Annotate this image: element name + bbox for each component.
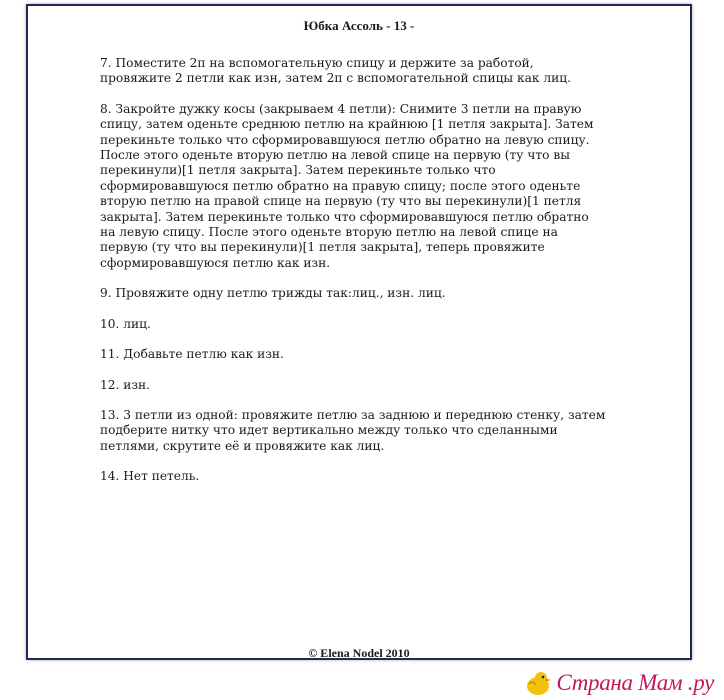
instruction-line: перекинули)[1 петля закрыта]. Затем перекиньте только что: [100, 163, 496, 178]
instruction-line: на левую спицу. После этого оденьте вторую петлю на левой спице на: [100, 225, 558, 240]
instruction-paragraph: [100, 378, 656, 393]
instruction-line: первую (ту что вы перекинули)[1 петля закрыта], теперь провяжите: [100, 240, 545, 255]
instruction-line: вторую петлю на правой спице на первую (ту что вы перекинули)[1 петля: [100, 194, 582, 209]
instruction-line: После этого оденьте вторую петлю на левой спице на первую (ту что вы: [100, 148, 570, 163]
instruction-line: сформировавшуюся петлю как изн.: [100, 255, 331, 270]
instruction-line: 10. лиц.: [100, 316, 151, 331]
instruction-line: подберите нитку что идет вертикально между только что сделанными: [100, 423, 558, 438]
site-watermark: [523, 670, 714, 696]
instruction-paragraph: [100, 286, 656, 301]
instruction-paragraph: [100, 408, 656, 454]
instruction-line: закрыта]. Затем перекиньте только что сформировавшуюся петлю обратно: [100, 209, 589, 224]
instruction-line: 13. 3 петли из одной: провяжите петлю за заднюю и переднюю стенку, затем: [100, 407, 606, 422]
instruction-line: 7. Поместите 2п на вспомогательную спицу и держите за работой,: [100, 56, 534, 70]
instruction-line: петлями, скрутите её и провяжите как лиц.: [100, 438, 385, 453]
instructions-body: [100, 56, 656, 500]
document-page: [26, 4, 692, 660]
instruction-paragraph: [100, 317, 656, 332]
instruction-paragraph: [100, 347, 656, 362]
instruction-line: 11. Добавьте петлю как изн.: [100, 347, 284, 362]
copyright-footer: © Elena Nodel 2010: [308, 646, 410, 660]
instruction-line: 14. Нет петель.: [100, 469, 200, 484]
watermark-text: Страна Мам .ру: [556, 670, 714, 695]
instruction-paragraph: [100, 469, 656, 484]
instruction-line: провяжите 2 петли как изн, затем 2п с вспомогательной спицы как лиц.: [100, 71, 571, 86]
instruction-line: 9. Провяжите одну петлю трижды так:лиц., изн. лиц.: [100, 286, 446, 301]
instruction-line: 8. Закройте дужку косы (закрываем 4 петли): Снимите 3 петли на правую: [100, 101, 582, 116]
instruction-paragraph: [100, 102, 656, 271]
page-title: Юбка Ассоль - 13 -: [303, 18, 415, 33]
instruction-line: сформировавшуюся петлю обратно на правую спицу; после этого оденьте: [100, 178, 581, 193]
chick-logo-icon: [523, 670, 553, 696]
instruction-line: спицу, затем оденьте среднюю петлю на крайнюю [1 петля закрыта]. Затем: [100, 117, 594, 132]
instruction-paragraph: [100, 56, 656, 87]
instruction-line: 12. изн.: [100, 377, 151, 392]
instruction-line: перекиньте только что сформировавшуюся петлю обратно на левую спицу.: [100, 132, 590, 147]
